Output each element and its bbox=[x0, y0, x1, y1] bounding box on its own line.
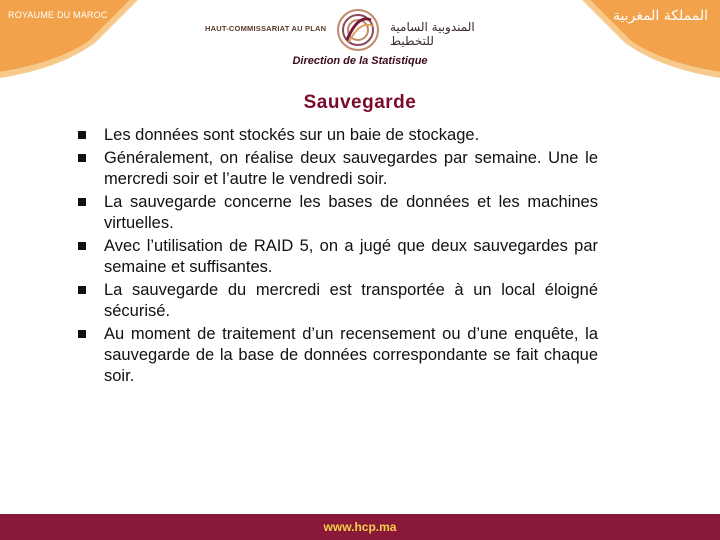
square-bullet-icon bbox=[78, 131, 86, 139]
bullet-item bbox=[78, 324, 598, 387]
kingdom-label-ar: المملكة المغربية bbox=[612, 8, 708, 24]
square-bullet-icon bbox=[78, 154, 86, 162]
header-corner-left bbox=[0, 0, 150, 80]
bullet-text: Les données sont stockés sur un baie de stockage. bbox=[104, 126, 480, 144]
square-bullet-icon bbox=[78, 242, 86, 250]
bullet-text: Au moment de traitement d’un recensement ou d’une enquête, la sauvegarde de la base de données correspondante se fait chaque soir. bbox=[104, 325, 598, 385]
bullet-text: La sauvegarde concerne les bases de données et les machines virtuelles. bbox=[104, 193, 598, 232]
bullet-text: Avec l’utilisation de RAID 5, on a jugé que deux sauvegardes par semaine et suffisantes. bbox=[104, 237, 598, 276]
slide-title: Sauvegarde bbox=[303, 92, 417, 113]
bullet-text: La sauvegarde du mercredi est transportée à un local éloigné sécurisé. bbox=[104, 281, 598, 320]
square-bullet-icon bbox=[78, 286, 86, 294]
bullet-list bbox=[78, 125, 598, 389]
hcp-name-fr: HAUT-COMMISSARIAT AU PLAN bbox=[205, 24, 327, 33]
bullet-item bbox=[78, 192, 598, 234]
bullet-item bbox=[78, 125, 598, 146]
hcp-logo-icon bbox=[333, 6, 383, 59]
bullet-item bbox=[78, 236, 598, 278]
header-corner-right bbox=[570, 0, 720, 80]
direction-label: Direction de la Statistique bbox=[292, 55, 428, 67]
square-bullet-icon bbox=[78, 198, 86, 206]
kingdom-label-fr: ROYAUME DU MAROC bbox=[8, 10, 108, 20]
bullet-item bbox=[78, 280, 598, 322]
bullet-item bbox=[78, 148, 598, 190]
hcp-name-ar: المندوبية السامية للتخطيط bbox=[390, 20, 475, 48]
footer-url-link[interactable]: www.hcp.ma bbox=[323, 520, 397, 534]
square-bullet-icon bbox=[78, 330, 86, 338]
bullet-text: Généralement, on réalise deux sauvegardes par semaine. Une le mercredi soir et l’autre le vendredi soir. bbox=[104, 149, 598, 188]
